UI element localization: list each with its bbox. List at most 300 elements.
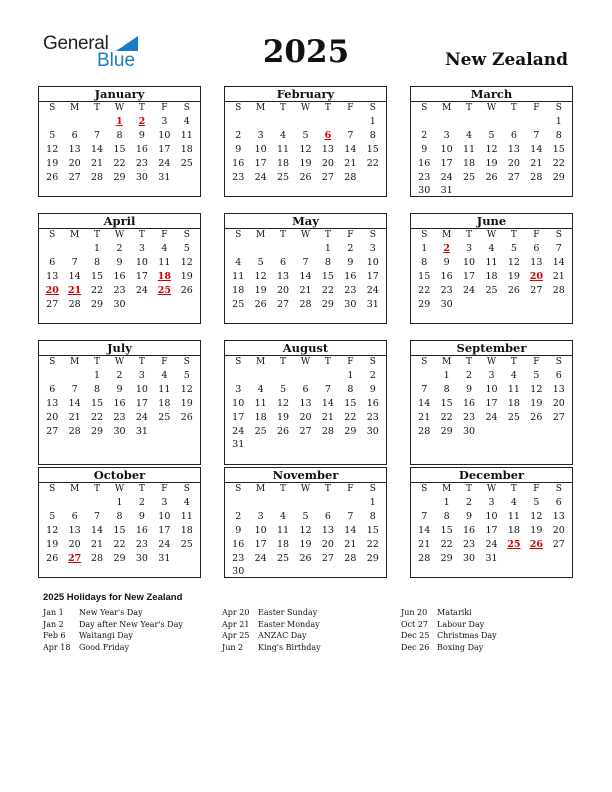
day-cell: 26 (46, 552, 59, 564)
holiday-row (401, 607, 497, 619)
empty-day-cell (339, 115, 361, 129)
day-cell: 17 (158, 143, 171, 155)
weekday-header: M (70, 484, 80, 494)
day-cell: 19 (180, 270, 193, 282)
weekday-header: S (421, 357, 428, 367)
holiday-row (401, 630, 497, 642)
month-grid (39, 102, 200, 184)
day-cell: 16 (135, 524, 148, 536)
day-cell: 27 (552, 411, 565, 423)
weekday-header: M (442, 230, 452, 240)
day-cell: 31 (485, 552, 498, 564)
day-cell: 19 (46, 157, 59, 169)
day-cell: 17 (135, 270, 148, 282)
weekday-header: S (49, 230, 56, 240)
day-cell: 20 (46, 411, 59, 423)
day-cell: 3 (488, 497, 495, 508)
day-cell: 27 (46, 298, 59, 310)
holiday-row (43, 642, 183, 654)
day-cell: 15 (366, 524, 379, 536)
holiday-row (401, 642, 497, 654)
day-cell: 14 (299, 270, 312, 282)
day-cell: 23 (366, 411, 379, 423)
day-cell: 20 (277, 284, 290, 296)
day-cell: 29 (91, 425, 104, 437)
holiday-date: Dec 25 (401, 631, 430, 641)
day-cell: 29 (366, 552, 379, 564)
day-cell: 3 (466, 243, 473, 254)
holiday-date: Apr 20 (222, 608, 250, 617)
day-cell: 23 (232, 552, 245, 564)
weekday-header: S (421, 103, 428, 113)
month-name: October (39, 468, 200, 483)
day-cell: 26 (254, 298, 267, 310)
empty-day-cell (249, 115, 271, 129)
day-cell: 7 (94, 510, 101, 522)
day-cell: 30 (463, 552, 476, 564)
day-cell: 7 (347, 510, 354, 522)
day-cell: 22 (113, 157, 126, 169)
day-cell: 21 (530, 157, 543, 169)
day-cell: 29 (344, 425, 357, 437)
day-cell: 31 (366, 298, 379, 310)
day-cell: 23 (418, 171, 431, 183)
day-cell: 7 (94, 129, 101, 141)
day-cell: 10 (158, 129, 171, 141)
day-cell: 16 (344, 270, 357, 282)
empty-day-cell (249, 369, 271, 383)
day-cell: 9 (466, 510, 473, 522)
day-cell: 20 (68, 157, 81, 169)
day-cell: 6 (71, 129, 78, 141)
holiday-name: Matariki (437, 608, 472, 617)
day-cell: 1 (94, 370, 101, 381)
day-cell: 9 (443, 256, 450, 268)
day-cell: 22 (91, 411, 104, 423)
empty-day-cell (249, 496, 271, 510)
empty-day-cell (435, 115, 457, 129)
day-cell: 11 (232, 270, 245, 282)
weekday-header: S (235, 103, 242, 113)
empty-day-cell (413, 115, 435, 129)
day-cell: 1 (347, 370, 354, 381)
weekday-header: M (256, 484, 266, 494)
day-cell: 18 (254, 411, 267, 423)
day-cell: 19 (254, 284, 267, 296)
day-cell: 25 (277, 171, 290, 183)
holiday-row (43, 619, 183, 631)
day-cell: 27 (277, 298, 290, 310)
day-cell: 29 (418, 298, 431, 310)
brand-text-general: General (43, 33, 109, 54)
month-name: September (411, 341, 572, 356)
holiday-name: ANZAC Day (258, 631, 307, 641)
empty-day-cell (272, 369, 294, 383)
day-cell: 2 (138, 497, 145, 508)
weekday-header: M (256, 103, 266, 113)
day-cell: 23 (232, 171, 245, 183)
day-cell: 30 (232, 566, 245, 578)
day-cell: 17 (158, 524, 171, 536)
weekday-header: S (183, 484, 190, 494)
month-name: July (39, 341, 200, 356)
day-cell: 13 (321, 143, 334, 155)
holidays-title: 2025 Holidays for New Zealand (43, 592, 183, 603)
holiday-date: Jan 2 (43, 619, 64, 629)
holiday-row (43, 630, 183, 642)
holiday-day-cell: 2 (138, 116, 146, 127)
day-cell: 9 (235, 143, 242, 155)
empty-day-cell (503, 115, 525, 129)
month-name: March (411, 87, 572, 102)
day-cell: 27 (530, 284, 543, 296)
day-cell: 25 (158, 411, 171, 423)
day-cell: 1 (443, 497, 450, 508)
day-cell: 5 (49, 129, 56, 141)
weekday-header: S (421, 484, 428, 494)
day-cell: 14 (418, 524, 431, 536)
empty-day-cell (339, 496, 361, 510)
day-cell: 9 (466, 383, 473, 395)
holiday-day-cell: 21 (68, 284, 82, 296)
day-cell: 6 (49, 383, 56, 395)
empty-day-cell (480, 115, 502, 129)
holiday-row (222, 630, 321, 642)
day-cell: 8 (443, 383, 450, 395)
weekday-header: W (486, 484, 497, 494)
day-cell: 17 (232, 411, 245, 423)
day-cell: 10 (135, 256, 148, 268)
holiday-day-cell: 20 (529, 270, 543, 282)
day-cell: 15 (344, 397, 357, 409)
weekday-header: S (235, 357, 242, 367)
holiday-date: Jan 1 (43, 608, 64, 617)
weekday-header: W (114, 103, 125, 113)
day-cell: 4 (161, 370, 168, 381)
day-cell: 16 (232, 157, 245, 169)
month-grid (39, 356, 200, 438)
day-cell: 31 (440, 185, 453, 197)
weekday-header: T (94, 484, 101, 494)
weekday-header: S (555, 357, 562, 367)
day-cell: 11 (180, 129, 193, 141)
day-cell: 24 (158, 157, 171, 169)
day-cell: 28 (344, 552, 357, 564)
weekday-header: T (324, 357, 331, 367)
day-cell: 16 (113, 397, 126, 409)
day-cell: 19 (180, 397, 193, 409)
weekday-header: T (94, 230, 101, 240)
day-cell: 26 (507, 284, 520, 296)
day-cell: 8 (94, 383, 101, 395)
weekday-header: S (369, 230, 376, 240)
weekday-header: T (280, 103, 287, 113)
day-cell: 2 (235, 129, 242, 141)
day-cell: 6 (71, 510, 78, 522)
day-cell: 10 (158, 510, 171, 522)
holiday-date: Dec 26 (401, 643, 430, 653)
month-december (410, 467, 573, 578)
weekday-header: S (555, 103, 562, 113)
day-cell: 21 (344, 157, 357, 169)
weekday-header: F (161, 484, 168, 494)
day-cell: 3 (138, 370, 145, 381)
month-grid (411, 356, 572, 438)
day-cell: 18 (158, 397, 171, 409)
day-cell: 12 (46, 143, 59, 155)
day-cell: 25 (232, 298, 245, 310)
empty-day-cell (63, 496, 85, 510)
day-cell: 15 (440, 397, 453, 409)
day-cell: 15 (366, 143, 379, 155)
day-cell: 4 (488, 243, 495, 254)
day-cell: 9 (369, 383, 376, 395)
day-cell: 18 (180, 143, 193, 155)
day-cell: 21 (552, 270, 565, 282)
day-cell: 6 (555, 370, 562, 381)
month-november (224, 467, 387, 578)
day-cell: 6 (510, 129, 517, 141)
holiday-name: King's Birthday (258, 643, 321, 653)
weekday-header: F (161, 103, 168, 113)
day-cell: 24 (232, 425, 245, 437)
day-cell: 29 (321, 298, 334, 310)
day-cell: 17 (485, 397, 498, 409)
day-cell: 15 (418, 270, 431, 282)
empty-day-cell (413, 369, 435, 383)
day-cell: 1 (369, 497, 376, 508)
empty-day-cell (294, 496, 316, 510)
day-cell: 18 (463, 157, 476, 169)
holiday-day-cell: 27 (68, 552, 82, 564)
weekday-header: T (510, 357, 517, 367)
weekday-header: W (114, 230, 125, 240)
day-cell: 12 (299, 143, 312, 155)
month-name: May (225, 214, 386, 229)
day-cell: 14 (91, 143, 104, 155)
weekday-header: T (94, 103, 101, 113)
day-cell: 26 (485, 171, 498, 183)
day-cell: 12 (299, 524, 312, 536)
empty-day-cell (272, 242, 294, 256)
day-cell: 26 (180, 411, 193, 423)
day-cell: 16 (135, 143, 148, 155)
month-name: June (411, 214, 572, 229)
day-cell: 27 (68, 171, 81, 183)
day-cell: 11 (463, 143, 476, 155)
weekday-header: F (161, 230, 168, 240)
day-cell: 30 (366, 425, 379, 437)
day-cell: 18 (485, 270, 498, 282)
day-cell: 7 (71, 256, 78, 268)
day-cell: 6 (49, 256, 56, 268)
day-cell: 19 (507, 270, 520, 282)
day-cell: 18 (180, 524, 193, 536)
day-cell: 11 (507, 383, 520, 395)
weekday-header: M (70, 230, 80, 240)
day-cell: 20 (552, 397, 565, 409)
day-cell: 10 (485, 383, 498, 395)
day-cell: 22 (440, 411, 453, 423)
day-cell: 10 (463, 256, 476, 268)
day-cell: 2 (347, 243, 354, 254)
day-cell: 3 (138, 243, 145, 254)
weekday-header: T (510, 230, 517, 240)
day-cell: 28 (418, 552, 431, 564)
day-cell: 23 (113, 411, 126, 423)
day-cell: 18 (507, 524, 520, 536)
day-cell: 13 (507, 143, 520, 155)
day-cell: 23 (135, 157, 148, 169)
day-cell: 30 (135, 552, 148, 564)
day-cell: 27 (321, 171, 334, 183)
day-cell: 13 (68, 143, 81, 155)
day-cell: 6 (555, 497, 562, 508)
day-cell: 29 (113, 552, 126, 564)
holiday-date: Apr 18 (43, 643, 71, 653)
day-cell: 14 (344, 524, 357, 536)
day-cell: 12 (180, 256, 193, 268)
day-cell: 2 (235, 510, 242, 522)
day-cell: 18 (232, 284, 245, 296)
empty-day-cell (63, 369, 85, 383)
day-cell: 28 (321, 425, 334, 437)
day-cell: 27 (299, 425, 312, 437)
day-cell: 26 (277, 425, 290, 437)
day-cell: 24 (485, 538, 498, 550)
day-cell: 11 (485, 256, 498, 268)
day-cell: 10 (254, 143, 267, 155)
day-cell: 22 (418, 284, 431, 296)
day-cell: 25 (180, 157, 193, 169)
month-march (410, 86, 573, 197)
empty-day-cell (86, 115, 108, 129)
weekday-header: F (161, 357, 168, 367)
day-cell: 5 (302, 129, 309, 141)
day-cell: 13 (530, 256, 543, 268)
day-cell: 8 (443, 510, 450, 522)
day-cell: 20 (299, 411, 312, 423)
day-cell: 20 (68, 538, 81, 550)
weekday-header: S (555, 230, 562, 240)
day-cell: 18 (277, 538, 290, 550)
day-cell: 3 (235, 383, 242, 395)
weekday-header: T (466, 484, 473, 494)
day-cell: 28 (299, 298, 312, 310)
day-cell: 7 (324, 383, 331, 395)
month-february (224, 86, 387, 197)
day-cell: 28 (68, 298, 81, 310)
day-cell: 15 (113, 524, 126, 536)
day-cell: 17 (254, 157, 267, 169)
weekday-header: S (235, 230, 242, 240)
holiday-name: Easter Sunday (258, 608, 318, 617)
holiday-row (401, 619, 497, 631)
day-cell: 13 (46, 270, 59, 282)
weekday-header: T (138, 230, 145, 240)
day-cell: 9 (347, 256, 354, 268)
holiday-name: Day after New Year's Day (79, 619, 183, 629)
day-cell: 16 (418, 157, 431, 169)
day-cell: 15 (91, 397, 104, 409)
weekday-header: W (486, 230, 497, 240)
empty-day-cell (41, 242, 63, 256)
day-cell: 5 (533, 370, 540, 381)
day-cell: 22 (321, 284, 334, 296)
month-name: December (411, 468, 572, 483)
month-april (38, 213, 201, 324)
day-cell: 4 (466, 129, 473, 141)
day-cell: 2 (116, 243, 123, 254)
day-cell: 14 (344, 143, 357, 155)
month-name: February (225, 87, 386, 102)
day-cell: 29 (552, 171, 565, 183)
day-cell: 11 (277, 524, 290, 536)
day-cell: 7 (421, 510, 428, 522)
holiday-name: Waitangi Day (79, 631, 133, 641)
day-cell: 17 (254, 538, 267, 550)
empty-day-cell (227, 496, 249, 510)
day-cell: 10 (232, 397, 245, 409)
holiday-day-cell: 26 (529, 538, 543, 550)
day-cell: 14 (321, 397, 334, 409)
weekday-header: F (347, 357, 354, 367)
month-january (38, 86, 201, 197)
day-cell: 26 (180, 284, 193, 296)
day-cell: 10 (485, 510, 498, 522)
holiday-date: Jun 2 (222, 643, 244, 653)
month-grid (225, 102, 386, 184)
holiday-date: Jun 20 (401, 608, 428, 617)
day-cell: 24 (135, 411, 148, 423)
month-grid (225, 483, 386, 579)
day-cell: 15 (113, 143, 126, 155)
day-cell: 21 (91, 538, 104, 550)
day-cell: 5 (183, 243, 190, 254)
empty-day-cell (272, 115, 294, 129)
weekday-header: T (466, 103, 473, 113)
day-cell: 24 (254, 552, 267, 564)
day-cell: 22 (366, 538, 379, 550)
day-cell: 20 (507, 157, 520, 169)
day-cell: 31 (232, 439, 245, 451)
day-cell: 25 (277, 552, 290, 564)
holiday-day-cell: 20 (45, 284, 59, 296)
day-cell: 9 (421, 143, 428, 155)
day-cell: 19 (299, 157, 312, 169)
day-cell: 23 (344, 284, 357, 296)
holiday-name: Boxing Day (437, 643, 484, 653)
day-cell: 7 (302, 256, 309, 268)
day-cell: 13 (552, 383, 565, 395)
weekday-header: W (300, 357, 311, 367)
day-cell: 16 (366, 397, 379, 409)
day-cell: 26 (299, 552, 312, 564)
day-cell: 4 (161, 243, 168, 254)
day-cell: 19 (46, 538, 59, 550)
day-cell: 26 (46, 171, 59, 183)
day-cell: 12 (507, 256, 520, 268)
day-cell: 16 (463, 524, 476, 536)
day-cell: 11 (507, 510, 520, 522)
weekday-header: F (533, 484, 540, 494)
holiday-date: Oct 27 (401, 619, 428, 629)
weekday-header: S (369, 103, 376, 113)
weekday-header: S (421, 230, 428, 240)
day-cell: 10 (440, 143, 453, 155)
day-cell: 20 (552, 524, 565, 536)
day-cell: 4 (510, 370, 517, 381)
